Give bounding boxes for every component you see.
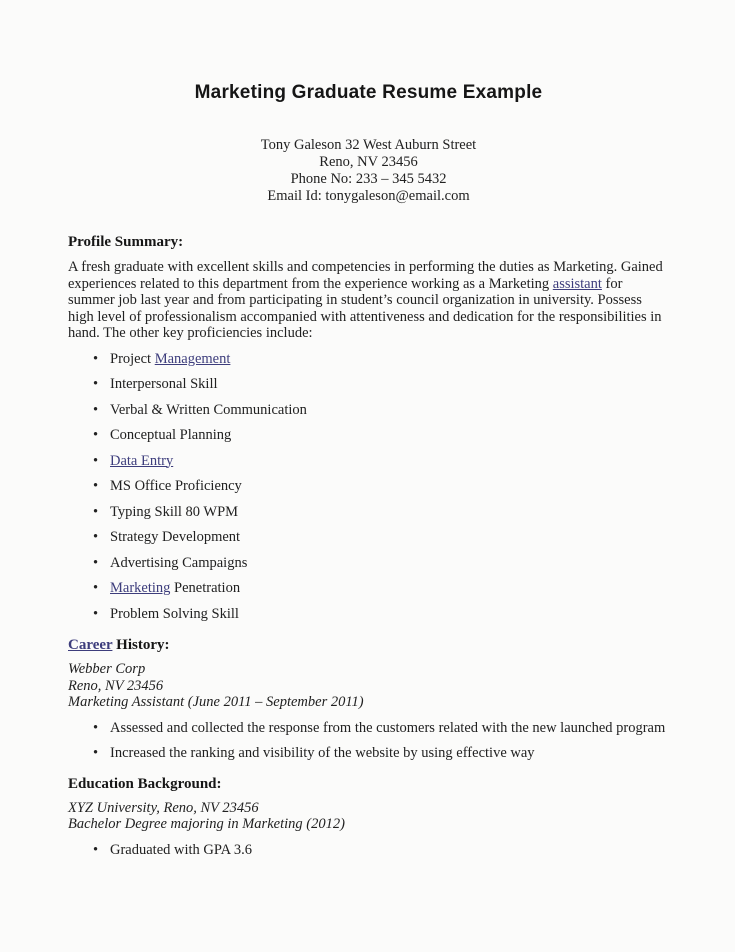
skill-item <box>68 402 669 419</box>
skill-text: Problem Solving Skill <box>110 605 239 622</box>
skill-item <box>68 504 669 521</box>
skill-item <box>68 478 669 495</box>
company-name: Webber Corp <box>68 661 146 677</box>
career-job-block <box>68 661 669 711</box>
career-bullet: • Assessed and collected the response from the customers related with the new launched program <box>68 720 669 737</box>
profile-summary-paragraph <box>68 259 669 342</box>
skill-text: MS Office Proficiency <box>110 478 242 494</box>
degree-line: Bachelor Degree majoring in Marketing (2012) <box>68 816 345 832</box>
education-heading: Education Background: <box>68 775 222 792</box>
contact-name-street: Tony Galeson 32 West Auburn Street <box>260 137 477 153</box>
contact-city-state: Reno, NV 23456 <box>319 154 418 170</box>
skills-list <box>68 351 669 623</box>
career-bullet: • Increased the ranking and visibility of the website by using effective way <box>68 745 669 762</box>
skill-text: Interpersonal Skill <box>110 376 218 392</box>
skill-item <box>68 351 669 368</box>
marketing-link[interactable]: Marketing <box>110 580 171 596</box>
summary-text-pre: A fresh graduate with excellent skills and competencies in performing the duties as Marketing. Gained experiences related to this department from the experience working as a Marketing <box>68 259 663 292</box>
contact-email: Email Id: tonygaleson@email.com <box>267 188 470 204</box>
skill-item <box>68 427 669 444</box>
skill-text: Typing Skill 80 WPM <box>110 503 239 520</box>
education-bullet: • Graduated with GPA 3.6 <box>68 842 669 859</box>
education-block <box>68 800 669 833</box>
career-heading-rest: History: <box>112 637 170 653</box>
job-title-dates: Marketing Assistant (June 2011 – September 2011) <box>68 694 364 710</box>
career-link[interactable]: Career <box>68 637 113 653</box>
career-bullets <box>68 720 669 762</box>
profile-summary-heading: Profile Summary: <box>68 234 184 250</box>
skill-item <box>68 606 669 623</box>
university-line: XYZ University, Reno, NV 23456 <box>68 799 259 816</box>
skill-text: Advertising Campaigns <box>110 554 248 571</box>
career-history-heading <box>68 637 669 654</box>
skill-item <box>68 555 669 572</box>
management-link[interactable]: Management <box>154 350 231 367</box>
assistant-link[interactable]: assistant <box>552 275 602 292</box>
summary-text-post: for summer job last year and from participating in student’s council organization in university. Possess high level of professionalism accompanied with attentiveness and dedication for the responsibilities in hand. The other key proficiencies include: <box>68 275 662 341</box>
skill-item <box>68 529 669 546</box>
company-location: Reno, NV 23456 <box>68 677 164 694</box>
skill-text: Strategy Development <box>110 529 241 545</box>
contact-phone: Phone No: 233 – 345 5432 <box>290 171 447 187</box>
skill-text: Verbal & Written Communication <box>110 401 307 418</box>
skill-text: Penetration <box>170 580 241 596</box>
education-bullets <box>68 842 669 859</box>
contact-block <box>68 137 669 205</box>
page-title: Marketing Graduate Resume Example <box>194 82 543 103</box>
skill-item <box>68 580 669 597</box>
skill-text: Project <box>110 350 155 367</box>
skill-item <box>68 376 669 393</box>
skill-text: Conceptual Planning <box>110 427 232 443</box>
data-entry-link[interactable]: Data Entry <box>110 452 174 469</box>
skill-item <box>68 453 669 470</box>
